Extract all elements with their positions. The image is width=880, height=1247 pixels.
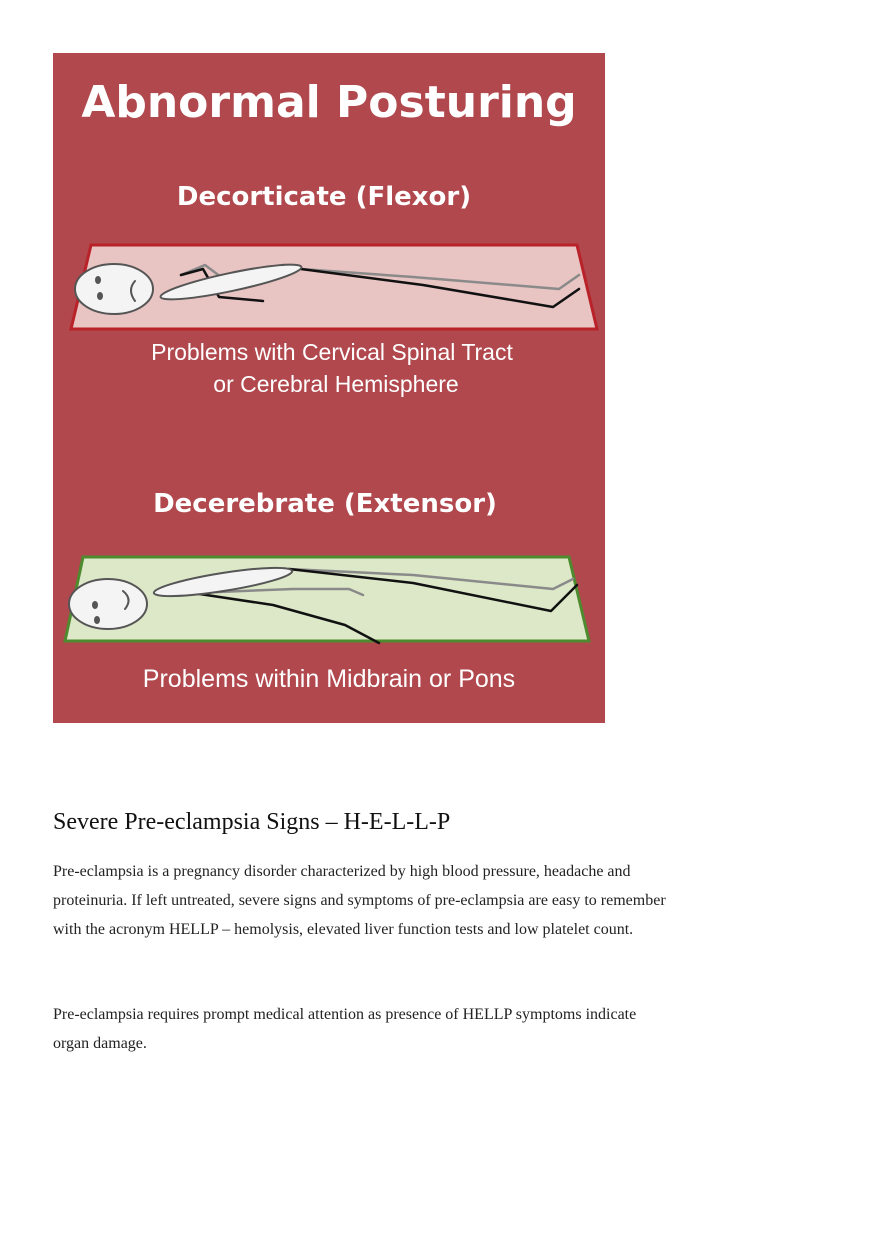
decerebrate-eye [94,616,100,624]
abnormal-posturing-figure [53,53,605,723]
decorticate-panel [71,245,597,329]
section-heading: Severe Pre-eclampsia Signs – H-E-L-L-P [53,809,451,835]
decerebrate-eye [92,601,98,609]
abnormal-posturing-illustration [53,53,605,723]
decorticate-caption-line1: Problems with Cervical Spinal Tract [151,339,513,365]
decorticate-heading: Decorticate (Flexor) [176,182,472,212]
decorticate-eye [97,292,103,300]
decerebrate-panel [65,557,589,643]
figure-title: Abnormal Posturing [81,77,577,128]
paragraph-preeclampsia-definition: Pre-eclampsia is a pregnancy disorder characterized by high blood pressure, headache and proteinuria. If left untreated, severe signs and symptoms of pre-eclampsia are easy to remember with the acronym HELLP – hemolysis, elevated liver function tests and low platelet count. [53,863,666,938]
decerebrate-caption: Problems within Midbrain or Pons [142,665,516,693]
decorticate-head [75,264,153,314]
decorticate-eye [95,276,101,284]
decerebrate-head [69,579,147,629]
decerebrate-heading: Decerebrate (Extensor) [153,489,497,519]
paragraph-medical-attention: Pre-eclampsia requires prompt medical attention as presence of HELLP symptoms indicate organ damage. [53,1006,637,1052]
decorticate-caption-line2: or Cerebral Hemisphere [213,371,459,397]
